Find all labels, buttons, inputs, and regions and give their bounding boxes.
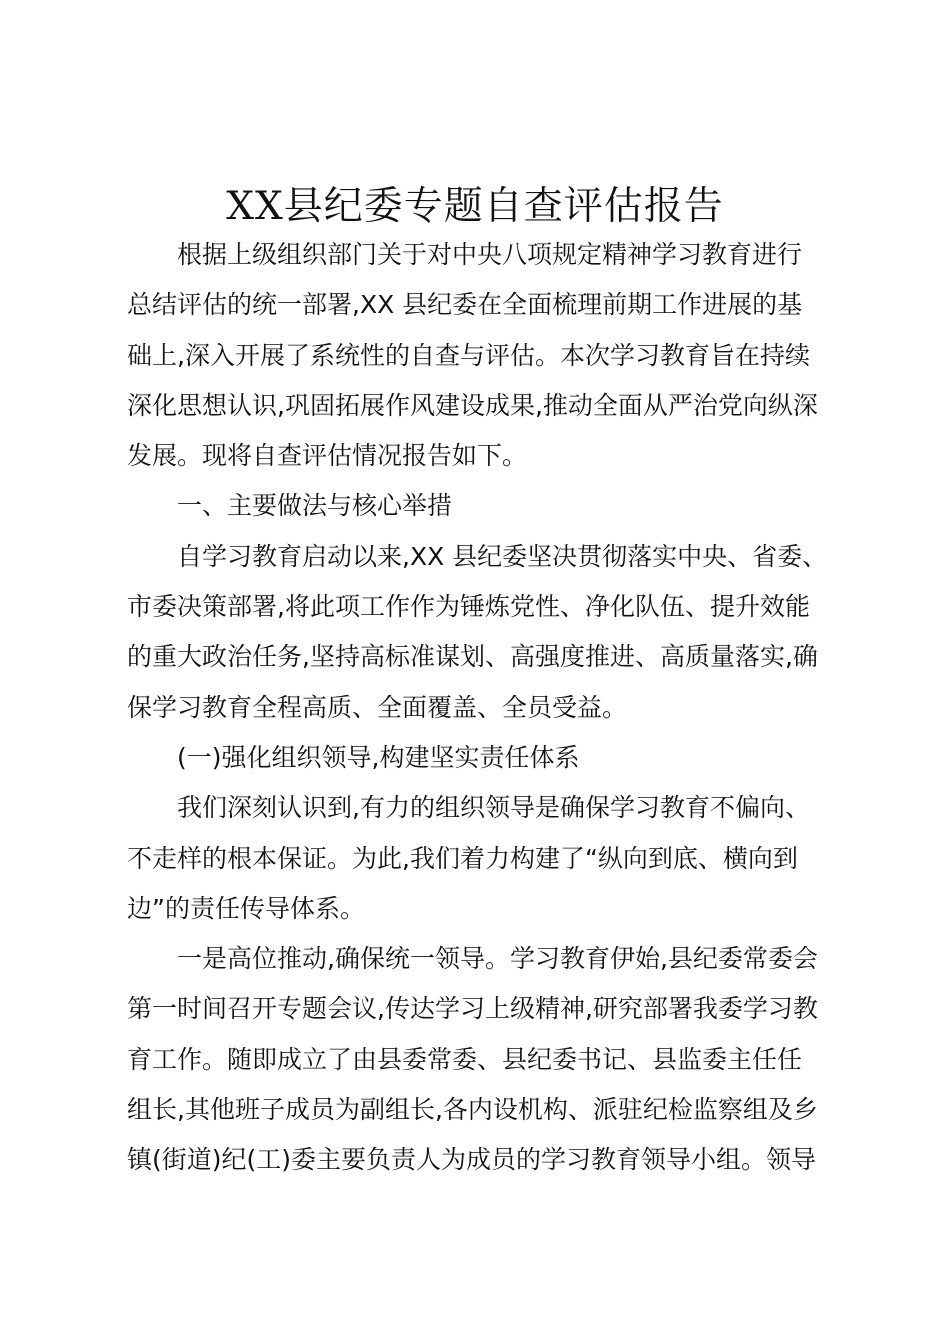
- text-line: 不走样的根本保证。为此,我们着力构建了“纵向到底、横向到: [127, 843, 798, 873]
- document-body: [127, 230, 837, 1186]
- document-title: XX县纪委专题自查评估报告: [226, 184, 724, 229]
- paragraph-intro: [127, 230, 837, 481]
- text-line: 的重大政治任务,坚持高标准谋划、高强度推进、高质量落实,确: [127, 642, 818, 672]
- text-line: 总结评估的统一部署,XX 县纪委在全面梳理前期工作进展的基: [127, 290, 803, 320]
- text-line: 保学习教育全程高质、全面覆盖、全员受益。: [127, 692, 628, 722]
- heading-line: 一、主要做法与核心举措: [177, 491, 453, 521]
- paragraph-section-1: [127, 532, 837, 733]
- paragraph-subsection-1: [127, 783, 837, 934]
- text-line: 发展。现将自查评估情况报告如下。: [127, 441, 528, 471]
- text-line: 根据上级组织部门关于对中央八项规定精神学习教育进行: [177, 240, 803, 269]
- text-line: 一是高位推动,确保统一领导。学习教育伊始,县纪委常委会: [177, 944, 818, 974]
- text-line: 镇(街道)纪(工)委主要负责人为成员的学习教育领导小组。领导: [127, 1145, 817, 1175]
- text-line: 市委决策部署,将此项工作作为锤炼党性、净化队伍、提升效能: [127, 592, 810, 622]
- text-line: 自学习教育启动以来,XX 县纪委坚决贯彻落实中央、省委、: [177, 541, 828, 571]
- section-heading-1: [127, 481, 837, 531]
- text-line: 育工作。随即成立了由县委常委、县纪委书记、县监委主任任: [127, 1044, 803, 1074]
- text-line: 础上,深入开展了系统性的自查与评估。本次学习教育旨在持续: [127, 340, 810, 370]
- heading-line: (一)强化组织领导,构建坚实责任体系: [177, 742, 580, 772]
- text-line: 第一时间召开专题会议,传达学习上级精神,研究部署我委学习教: [127, 994, 818, 1024]
- text-line: 组长,其他班子成员为副组长,各内设机构、派驻纪检监察组及乡: [127, 1095, 818, 1125]
- text-line: 边”的责任传导体系。: [127, 893, 365, 923]
- text-line: 深化思想认识,巩固拓展作风建设成果,推动全面从严治党向纵深: [127, 390, 818, 420]
- paragraph-point-1: [127, 934, 837, 1185]
- subsection-heading-1: [127, 733, 837, 783]
- text-line: 我们深刻认识到,有力的组织领导是确保学习教育不偏向、: [177, 793, 810, 823]
